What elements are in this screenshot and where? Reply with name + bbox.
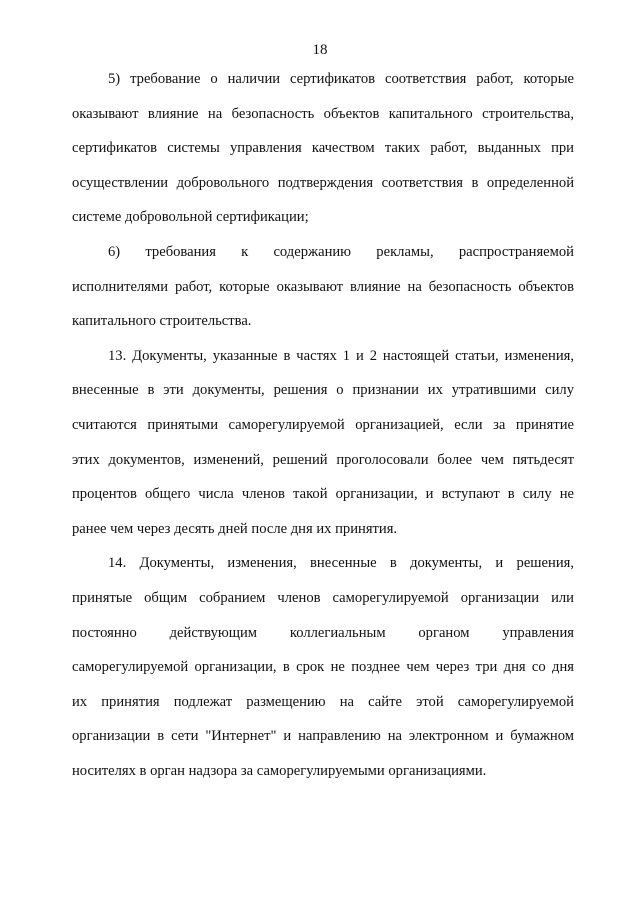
text-line: принятые общим собранием членов саморегулируемой организации или	[72, 589, 574, 606]
text-line: постоянно действующим коллегиальным органом управления	[72, 624, 574, 641]
page-number: 18	[312, 42, 328, 58]
paragraph-part-13	[72, 339, 574, 547]
text-line: ранее чем через десять дней после дня их принятия.	[72, 520, 398, 537]
text-line: этих документов, изменений, решений проголосовали более чем пятьдесят	[72, 451, 574, 468]
text-line: 14. Документы, изменения, внесенные в документы, и решения,	[108, 555, 574, 572]
text-line: осуществлении добровольного подтверждения соответствия в определенной	[72, 174, 574, 191]
text-line: внесенные в эти документы, решения о признании их утратившими силу	[72, 382, 574, 399]
text-line: оказывают влияние на безопасность объектов капитального строительства,	[72, 105, 574, 122]
text-line: 5) требование о наличии сертификатов соответствия работ, которые	[108, 71, 574, 87]
text-line: организации в сети "Интернет" и направлению на электронном и бумажном	[72, 728, 574, 745]
text-line: капитального строительства.	[72, 313, 252, 330]
text-line: носителях в орган надзора за саморегулируемыми организациями.	[72, 762, 487, 779]
paragraph-part-14	[72, 546, 574, 788]
paragraph-item-6	[72, 235, 574, 339]
paragraph-item-5	[72, 62, 574, 235]
text-line: сертификатов системы управления качеством таких работ, выданных при	[72, 140, 574, 157]
text-line: 13. Документы, указанные в частях 1 и 2 настоящей статьи, изменения,	[108, 347, 574, 364]
document-body	[72, 62, 574, 788]
text-line: 6) требования к содержанию рекламы, распространяемой	[108, 243, 574, 260]
text-line: их принятия подлежат размещению на сайте этой саморегулируемой	[72, 693, 574, 710]
text-line: саморегулируемой организации, в срок не позднее чем через три дня со дня	[72, 659, 574, 676]
text-line: считаются принятыми саморегулируемой организацией, если за принятие	[72, 416, 574, 433]
text-line: исполнителями работ, которые оказывают влияние на безопасность объектов	[72, 278, 574, 295]
text-line: процентов общего числа членов такой организации, и вступают в силу не	[72, 486, 574, 503]
text-line: системе добровольной сертификации;	[72, 209, 309, 226]
